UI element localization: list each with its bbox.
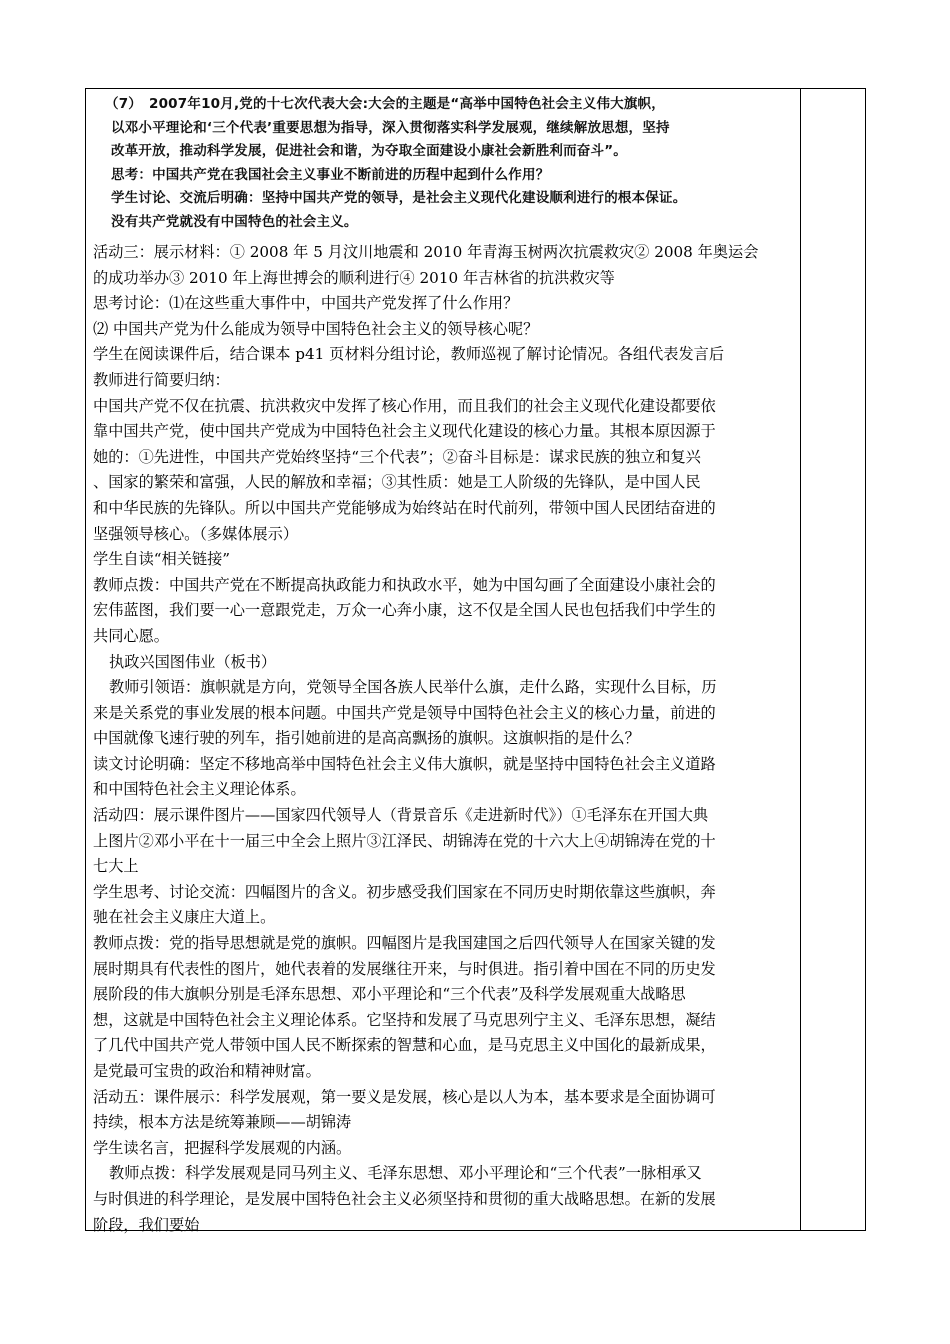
content-cell bbox=[93, 93, 793, 1238]
text-line: 读文讨论明确：坚定不移地高举中国特色社会主义伟大旗帜，就是坚持中国特色社会主义道路 bbox=[93, 754, 716, 773]
text-line: 活动三：展示材料：① 2008 年 5 月汶川地震和 2010 年青海玉树两次抗震救灾② 2008 年奥运会 bbox=[93, 243, 759, 261]
text-line: 和中国特色社会主义理论体系。 bbox=[93, 780, 306, 799]
image-line: 以邓小平理论和‘三个代表’重要思想为指导，深入贯彻落实科学发展观，继续解放思想，坚持 bbox=[111, 119, 670, 136]
text-line: 和中华民族的先锋队。所以中国共产党能够成为始终站在时代前列，带领中国人民团结奋进的 bbox=[93, 498, 716, 517]
text-line: 学生思考、讨论交流：四幅图片的含义。初步感受我们国家在不同历史时期依靠这些旗帜，奔 bbox=[93, 882, 716, 901]
text-line: 的成功举办③ 2010 年上海世搏会的顺利进行④ 2010 年吉林省的抗洪救灾等 bbox=[93, 268, 615, 287]
image-line: 思考：中国共产党在我国社会主义事业不断前进的历程中起到什么作用？ bbox=[111, 166, 550, 183]
text-line: 教师点拨：中国共产党在不断提高执政能力和执政水平，她为中国勾画了全面建设小康社会的 bbox=[93, 575, 716, 594]
board-heading: 执政兴国图伟业（板书） bbox=[109, 652, 277, 671]
text-line: 中国共产党不仅在抗震、抗洪救灾中发挥了核心作用，而且我们的社会主义现代化建设都要依 bbox=[93, 396, 716, 415]
text-line: 来是关系党的事业发展的根本问题。中国共产党是领导中国特色社会主义的核心力量，前进的 bbox=[93, 703, 716, 722]
text-line: 活动四：展示课件图片——国家四代领导人（背景音乐《走进新时代》）①毛泽东在开国大典 bbox=[93, 806, 709, 825]
text-line: 教师点拨：党的指导思想就是党的旗帜。四幅图片是我国建国之后四代领导人在国家关键的发 bbox=[93, 934, 716, 953]
embedded-text-image bbox=[93, 93, 793, 234]
text-line: 思考讨论：⑴在这些重大事件中，中国共产党发挥了什么作用？ bbox=[93, 294, 519, 313]
text-line: 与时俱进的科学理论，是发展中国特色社会主义必须坚持和贯彻的重大战略思想。在新的发展 bbox=[93, 1189, 716, 1208]
text-line: 活动五：课件展示：科学发展观，第一要义是发展，核心是以人为本，基本要求是全面协调可 bbox=[93, 1087, 716, 1106]
text-line: 她的：①先进性，中国共产党始终坚持“三个代表”；②奋斗目标是：谋求民族的独立和复兴 bbox=[93, 447, 701, 466]
text-line: 想，这就是中国特色社会主义理论体系。它坚持和发展了马克思列宁主义、毛泽东思想，凝结 bbox=[93, 1010, 716, 1029]
text-line: 、国家的繁荣和富强，人民的解放和幸福；③其性质：她是工人阶级的先锋队，是中国人民 bbox=[93, 473, 701, 492]
text-line: 学生在阅读课件后，结合课本 p41 页材料分组讨论，教师巡视了解讨论情况。各组代表发言后 bbox=[93, 345, 725, 364]
text-line: 七大上 bbox=[93, 857, 139, 876]
text-line: ⑵ 中国共产党为什么能成为领导中国特色社会主义的领导核心呢？ bbox=[93, 319, 539, 338]
text-line: 了几代中国共产党人带领中国人民不断探索的智慧和心血，是马克思主义中国化的最新成果， bbox=[93, 1036, 716, 1055]
image-line: 改革开放，推动科学发展，促进社会和谐，为夺取全面建设小康社会新胜利而奋斗”。 bbox=[111, 143, 627, 159]
text-line: 共同心愿。 bbox=[93, 626, 169, 645]
text-line: 阶段，我们要始 bbox=[93, 1215, 200, 1234]
lesson-table bbox=[85, 88, 866, 1234]
text-line: 上图片②邓小平在十一届三中全会上照片③江泽民、胡锦涛在党的十六大上④胡锦涛在党的十 bbox=[93, 831, 716, 850]
text-line: 持续，根本方法是统筹兼顾——胡锦涛 bbox=[93, 1113, 352, 1132]
image-line: （7） 2007年10月,党的十七次代表大会:大会的主题是“高举中国特色社会主义伟大旗帜， bbox=[105, 96, 665, 112]
text-line: 学生自读“相关链接” bbox=[93, 550, 231, 569]
image-line: 学生讨论、交流后明确：坚持中国共产党的领导，是社会主义现代化建设顺利进行的根本保证。 bbox=[111, 190, 687, 206]
text-line: 靠中国共产党，使中国共产党成为中国特色社会主义现代化建设的核心力量。其根本原因源于 bbox=[93, 422, 716, 441]
text-line: 展时期具有代表性的图片，她代表着的发展继往开来，与时俱进。指引着中国在不同的历史发 bbox=[93, 959, 716, 978]
text-line: 驰在社会主义康庄大道上。 bbox=[93, 908, 276, 927]
column-divider bbox=[800, 89, 801, 1230]
lesson-body bbox=[93, 240, 793, 1238]
text-line: 宏伟蓝图，我们要一心一意跟党走，万众一心奔小康，这不仅是全国人民也包括我们中学生的 bbox=[93, 601, 716, 620]
text-line: 坚强领导核心。（多媒体展示） bbox=[93, 524, 299, 543]
text-line: 是党最可宝贵的政治和精神财富。 bbox=[93, 1062, 321, 1080]
text-line: 教师点拨：科学发展观是同马列主义、毛泽东思想、邓小平理论和“三个代表”一脉相承又 bbox=[109, 1164, 702, 1183]
text-line: 展阶段的伟大旗帜分别是毛泽东思想、邓小平理论和“三个代表”及科学发展观重大战略思 bbox=[93, 985, 686, 1004]
text-line: 教师引领语：旗帜就是方向，党领导全国各族人民举什么旗，走什么路，实现什么目标，历 bbox=[109, 678, 717, 697]
text-line: 学生读名言，把握科学发展观的内涵。 bbox=[93, 1138, 352, 1157]
text-line: 教师进行简要归纳： bbox=[93, 370, 230, 389]
text-line: 中国就像飞速行驶的列车，指引她前进的是高高飘扬的旗帜。这旗帜指的是什么？ bbox=[93, 729, 640, 748]
image-line: 没有共产党就没有中国特色的社会主义。 bbox=[111, 213, 358, 230]
